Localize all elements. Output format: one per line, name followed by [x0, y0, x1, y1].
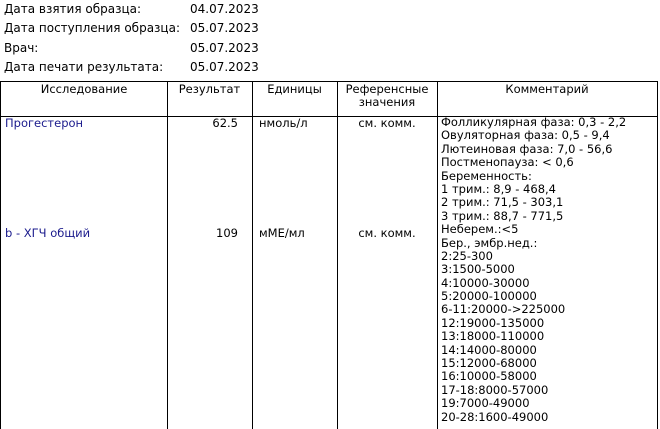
- sample-taken-date: 04.07.2023: [190, 2, 259, 16]
- header-comments: Комментарий: [505, 82, 589, 96]
- test-result: 62.5: [212, 116, 238, 130]
- doctor-value: 05.07.2023: [190, 40, 259, 55]
- sample-received-label: Дата поступления образца:: [4, 21, 180, 36]
- comment-line: 1 трим.: 8,9 - 468,4: [441, 181, 556, 196]
- comment-line: 2:25-300: [441, 248, 493, 263]
- comment-line: 12:19000-135000: [441, 315, 545, 330]
- comment-line: 5:20000-100000: [441, 289, 537, 304]
- header-reference-line2: значения: [358, 95, 416, 109]
- comment-line: 4:10000-30000: [441, 275, 530, 290]
- column-divider: [337, 82, 338, 429]
- comment-line: Фолликулярная фаза: 0,3 - 2,2: [441, 115, 627, 129]
- column-divider: [252, 82, 253, 429]
- test-name: Прогестерон: [5, 116, 84, 130]
- comment-line: Овуляторная фаза: 0,5 - 9,4: [441, 128, 610, 143]
- column-divider: [437, 82, 438, 429]
- test-result: 109: [216, 226, 238, 240]
- header-reference: [337, 83, 437, 109]
- header-units: Единицы: [267, 82, 322, 96]
- comment-line: Постменопауза: < 0,6: [441, 155, 574, 170]
- column-divider: [167, 82, 168, 429]
- print-date-label: Дата печати результата:: [4, 60, 164, 75]
- test-units: мМЕ/мл: [259, 226, 305, 240]
- comment-line: 16:10000-58000: [441, 369, 537, 384]
- test-reference: см. комм.: [358, 226, 416, 240]
- comment-line: 2 трим.: 71,5 - 303,1: [441, 195, 564, 210]
- comment-line: 19:7000-49000: [441, 396, 530, 411]
- comments-column: [441, 116, 626, 424]
- comment-line: 14:14000-80000: [441, 342, 537, 357]
- comment-line: 3:1500-5000: [441, 262, 515, 277]
- comment-line: 13:18000-110000: [441, 329, 545, 344]
- print-date-value: 05.07.2023: [190, 60, 259, 75]
- comment-line: Лютеиновая фаза: 7,0 - 56,6: [441, 141, 613, 156]
- test-reference: см. комм.: [358, 116, 416, 130]
- sample-taken-label: Дата взятия образца:: [4, 2, 142, 16]
- comment-line: Бер., эмбр.нед.:: [441, 235, 538, 250]
- header-test: Исследование: [40, 82, 128, 96]
- comment-line: Беременность:: [441, 168, 532, 183]
- results-table: [0, 81, 658, 429]
- comment-line: 15:12000-68000: [441, 356, 537, 371]
- comment-line: 6-11:20000->225000: [441, 302, 566, 317]
- comment-line: 17-18:8000-57000: [441, 382, 549, 397]
- test-name: b - ХГЧ общий: [5, 226, 91, 240]
- doctor-label: Врач:: [4, 40, 39, 55]
- comment-line: 20-28:1600-49000: [441, 409, 549, 424]
- comment-line: 3 трим.: 88,7 - 771,5: [441, 208, 564, 223]
- header-result: Результат: [178, 82, 241, 96]
- header-reference-line1: Референсные: [345, 82, 429, 96]
- comment-line: Неберем.:<5: [441, 222, 519, 237]
- sample-received-date: 05.07.2023: [190, 21, 259, 36]
- test-units: нмоль/л: [259, 116, 308, 130]
